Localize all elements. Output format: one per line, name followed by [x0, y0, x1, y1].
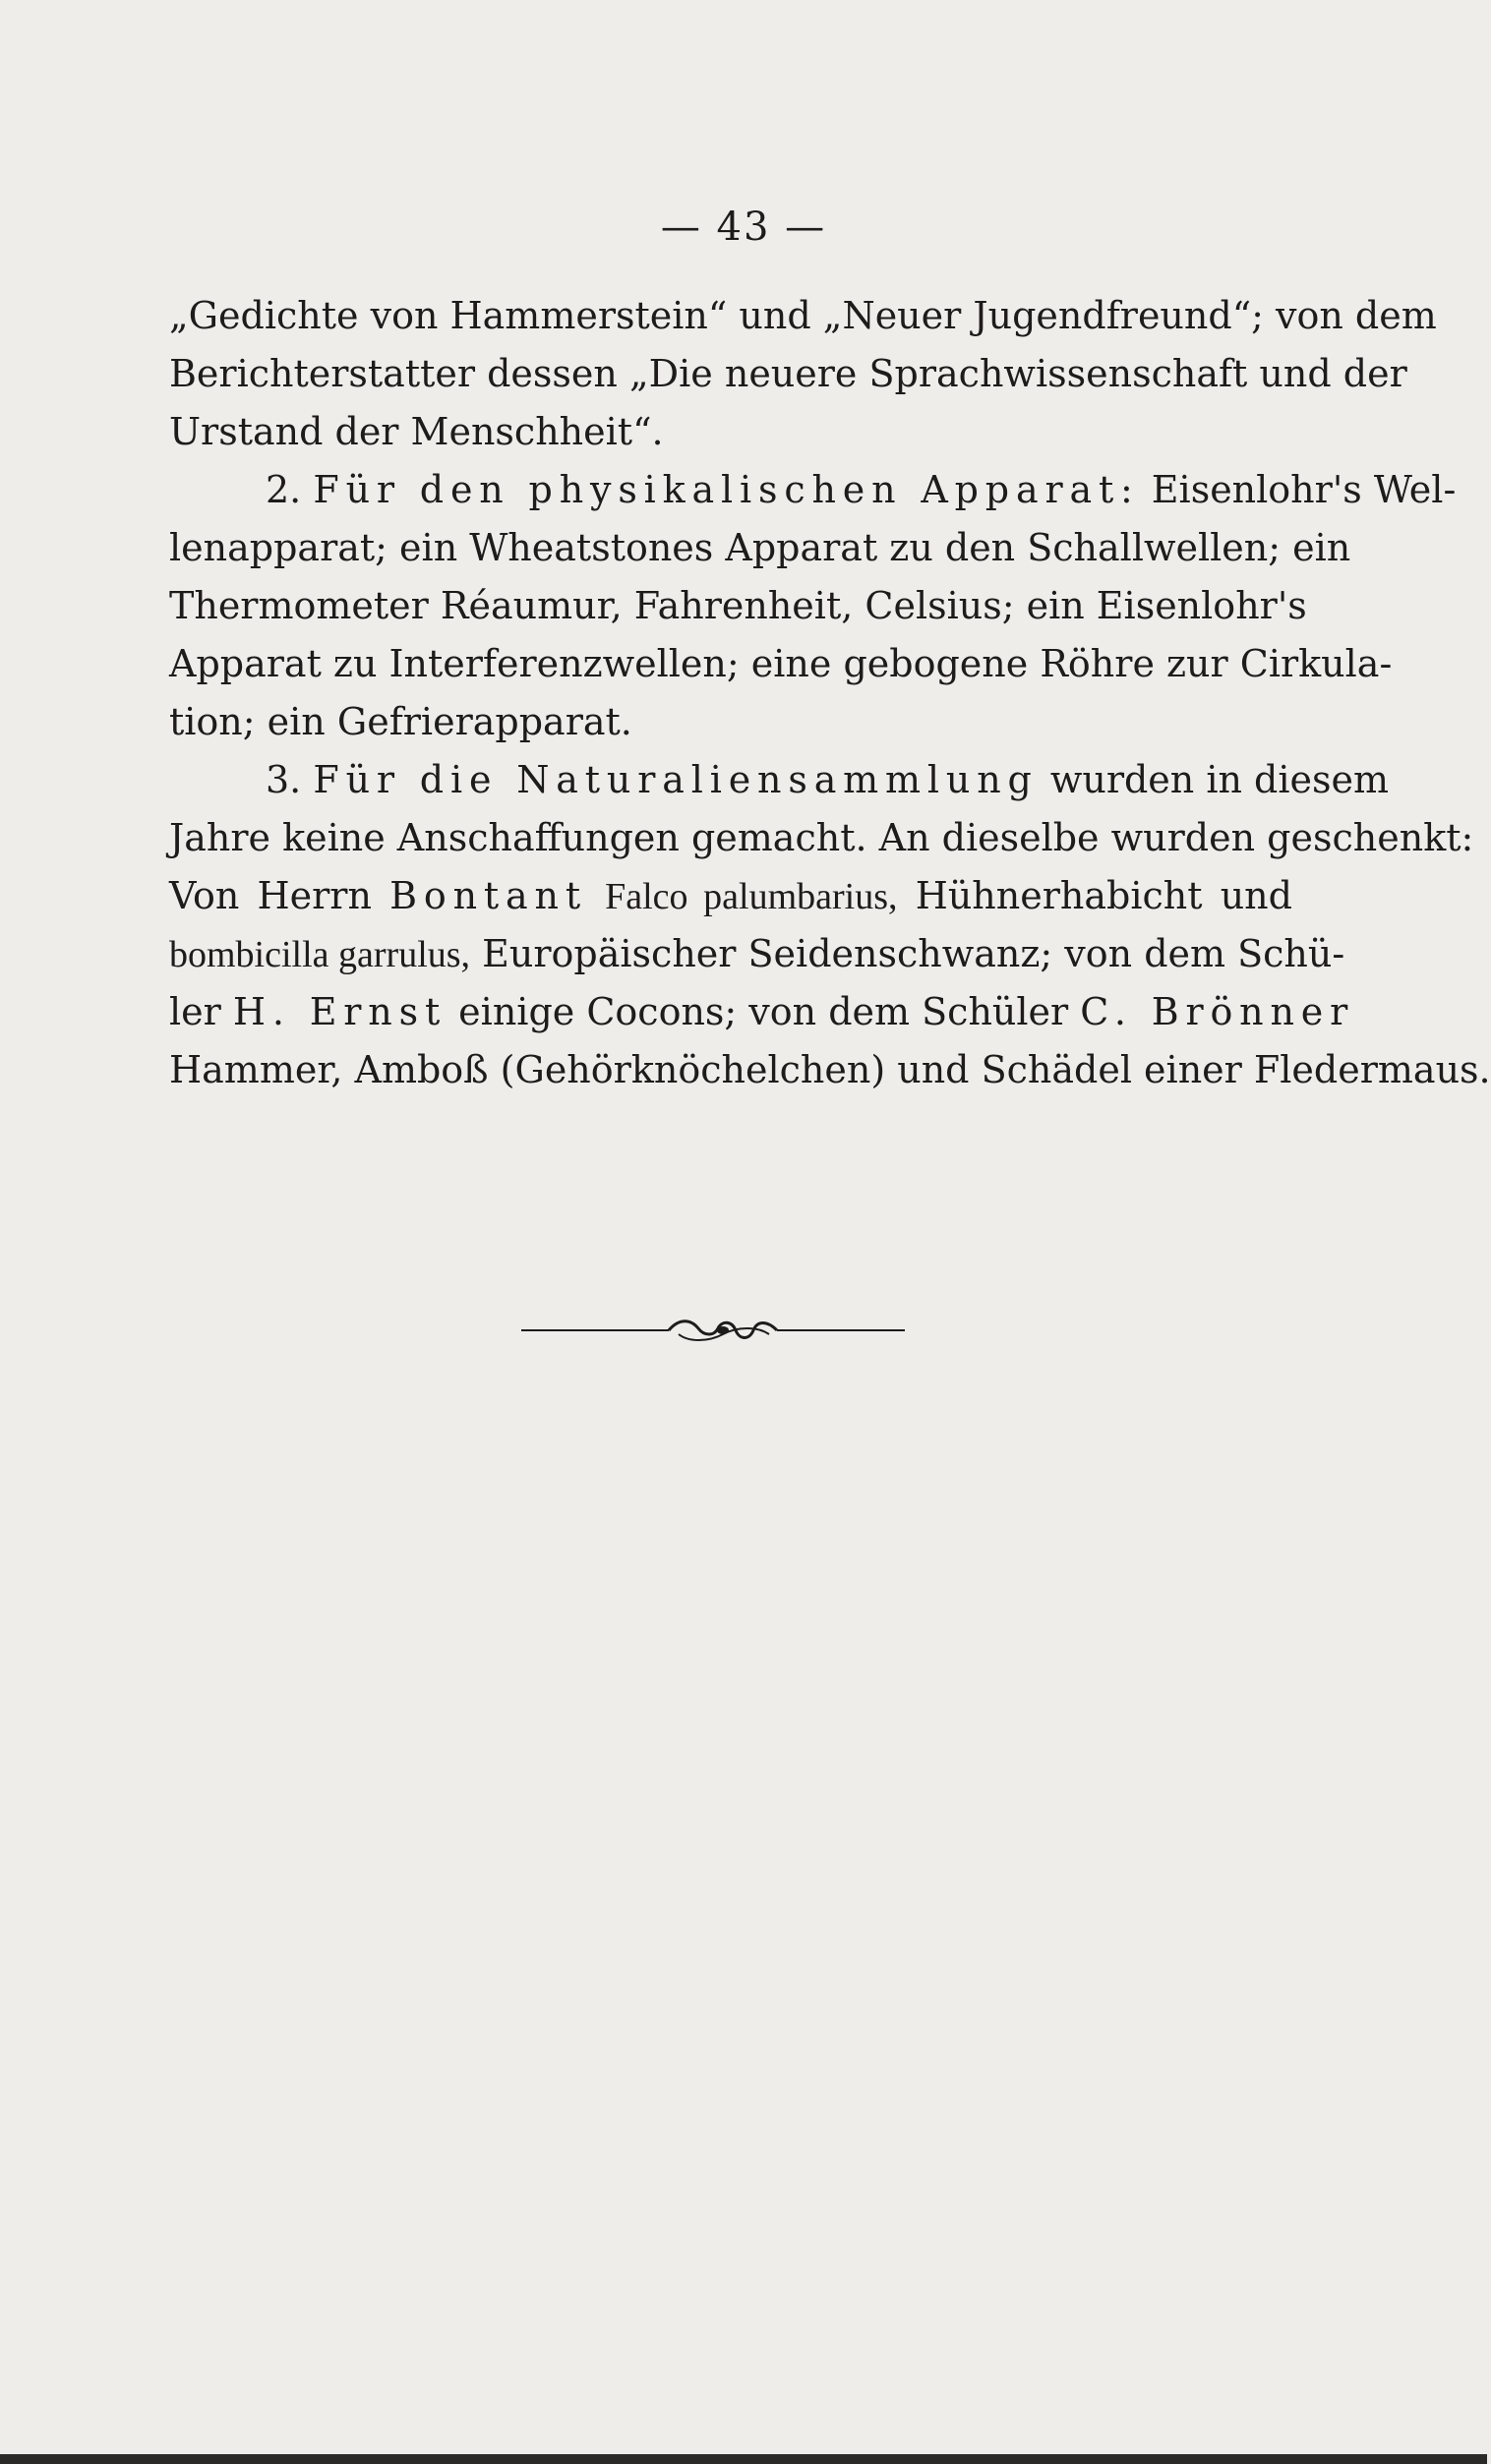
p1-line-1: „Gedichte von Hammerstein“ und „Neuer Jugendfreund“; von dem: [169, 294, 1437, 337]
latin-name-falco: Falco palumbarius,: [605, 876, 898, 917]
p2-line-1: [169, 461, 1457, 519]
p3-line-3: [169, 867, 1292, 925]
p3-line-5-a: ler: [169, 990, 221, 1033]
p3-line-3-a: Von Herrn: [169, 874, 372, 917]
page-bottom-edge: [0, 2454, 1487, 2464]
page-number: — 43 —: [660, 205, 827, 250]
p3-number: 3.: [266, 758, 302, 801]
p2-number: 2.: [266, 468, 302, 511]
p3-line-1-rest: wurden in diesem: [1049, 758, 1390, 801]
p3-line-2: Jahre keine Anschaffungen gemacht. An dieselbe wurden geschenkt:: [169, 816, 1474, 859]
p1-line-2: Berichterstatter dessen „Die neuere Sprachwissenschaft und der: [169, 352, 1407, 395]
p2-line-3: Thermometer Réaumur, Fahrenheit, Celsius; ein Eisenlohr's: [169, 584, 1307, 627]
donor-name-ernst: H. Ernst: [232, 990, 447, 1033]
p3-line-3-b: Hühnerhabicht und: [915, 874, 1292, 917]
p3-line-5: [169, 983, 1355, 1041]
donor-name-bontant: Bontant: [389, 874, 587, 917]
p3-line-1: [169, 751, 1390, 809]
p2-line-5: tion; ein Gefrierapparat.: [169, 700, 632, 743]
p2-heading: Für den physikalischen Apparat:: [313, 468, 1140, 511]
latin-name-bombicilla: bombicilla garrulus,: [169, 934, 471, 975]
p2-line-4: Apparat zu Interferenzwellen; eine gebogene Röhre zur Cirkula-: [169, 642, 1393, 685]
donor-name-broenner: C. Brönner: [1080, 990, 1355, 1033]
p3-heading: Für die Naturaliensammlung: [313, 758, 1039, 801]
p2-line-2: lenapparat; ein Wheatstones Apparat zu den Schallwellen; ein: [169, 526, 1351, 569]
ornament-divider-icon: [521, 1311, 905, 1350]
body-text: [169, 287, 1491, 1099]
p3-line-4: [169, 925, 1345, 983]
p1-line-3: Urstand der Menschheit“.: [169, 410, 664, 453]
p2-line-1-rest: Eisenlohr's Wel-: [1151, 468, 1457, 511]
p3-line-6: Hammer, Amboß (Gehörknöchelchen) und Schädel einer Fledermaus.: [169, 1048, 1491, 1091]
p3-line-5-b: einige Cocons; von dem Schüler: [458, 990, 1069, 1033]
p3-line-4-b: Europäischer Seidenschwanz; von dem Schü-: [482, 932, 1345, 975]
